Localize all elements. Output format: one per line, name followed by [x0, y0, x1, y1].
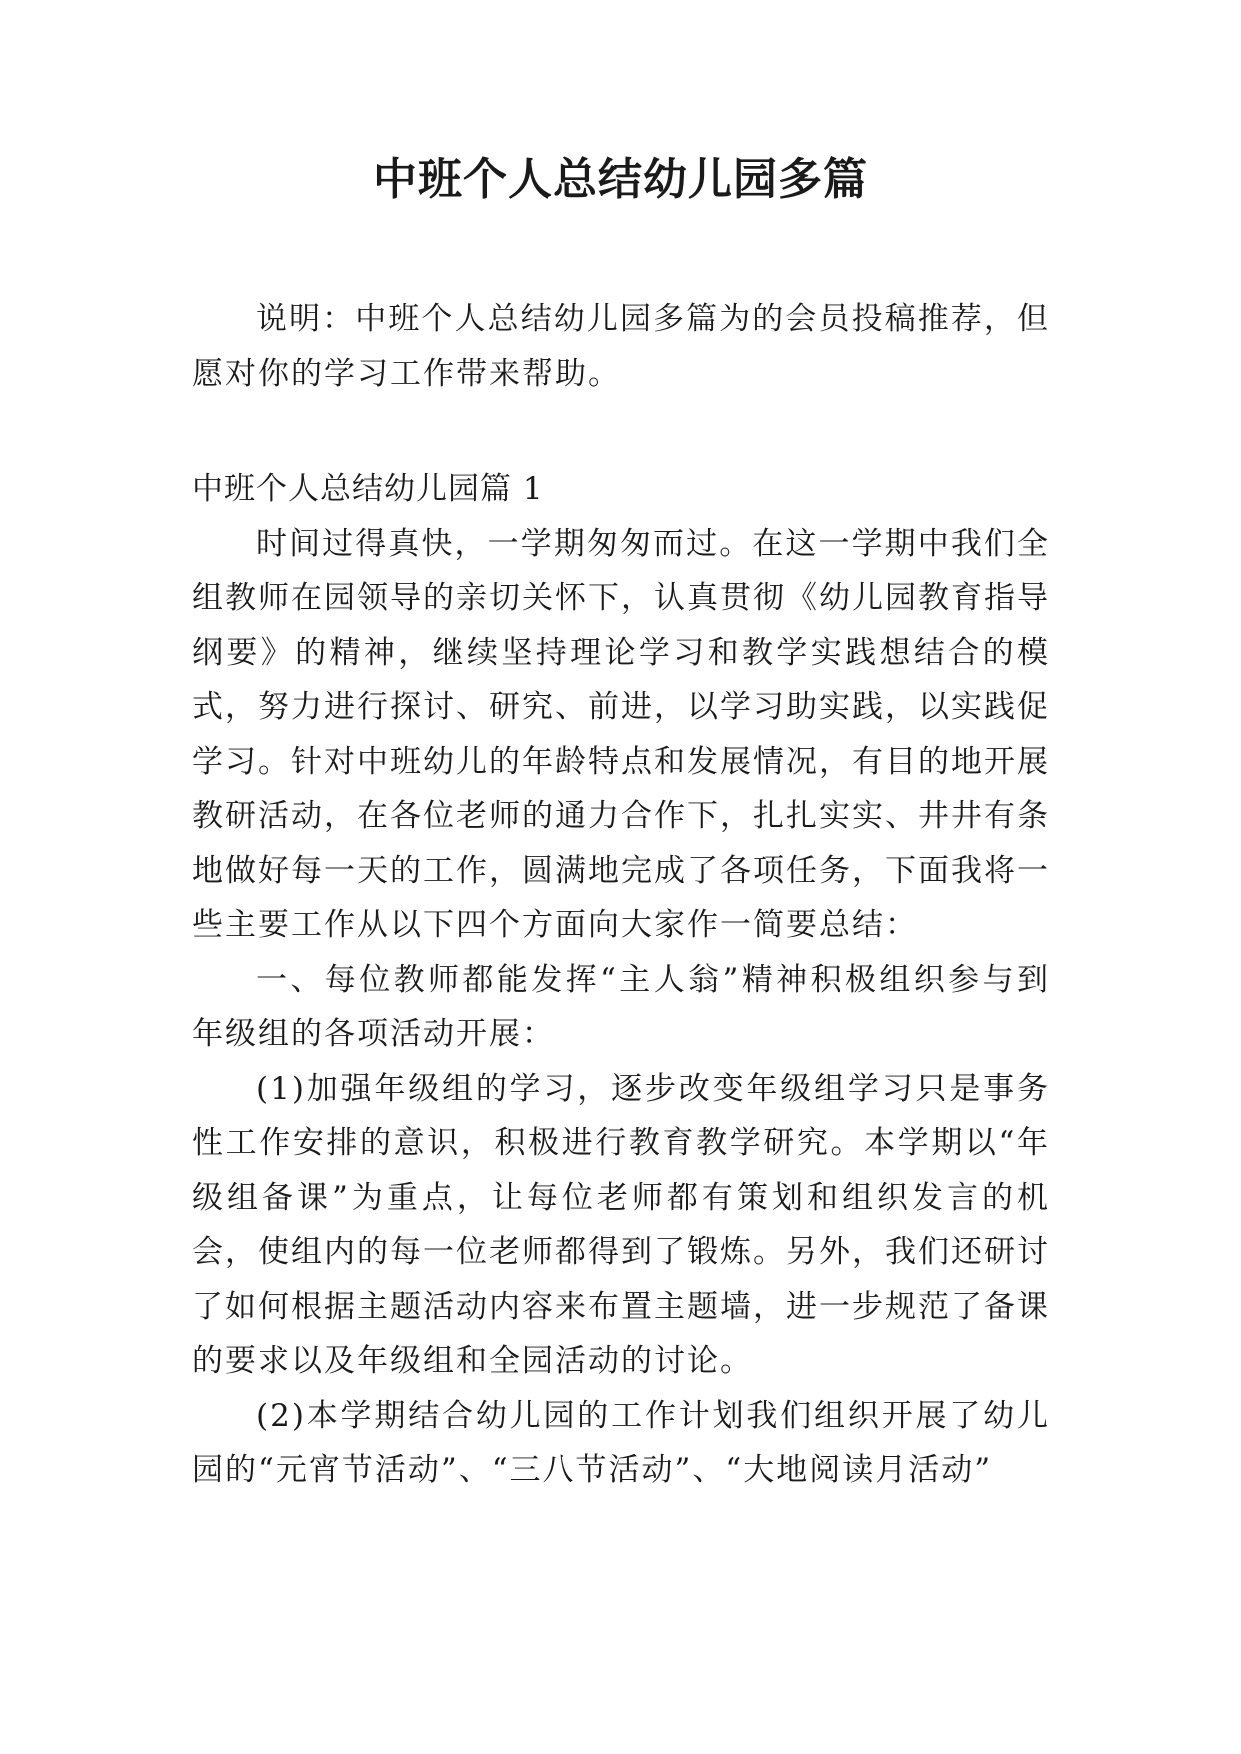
document-title: 中班个人总结幼儿园多篇: [373, 154, 868, 205]
article-body: [192, 462, 1050, 1498]
paragraph: 一、每位教师都能发挥“主人翁”精神积极组织参与到年级组的各项活动开展：: [192, 961, 1050, 1052]
section-heading: 中班个人总结幼儿园篇 1: [192, 471, 544, 507]
paragraph: 时间过得真快，一学期匆匆而过。在这一学期中我们全组教师在园领导的亲切关怀下，认真贯彻《幼儿园教育指导纲要》的精神，继续坚持理论学习和教学实践想结合的模式，努力进行探讨、研究、前进，以学习助实践，以实践促学习。针对中班幼儿的年龄特点和发展情况，有目的地开展教研活动，在各位老师的通力合作下，扎扎实实、井井有条地做好每一天的工作，圆满地完成了各项任务，下面我将一些主要工作从以下四个方面向大家作一简要总结：: [192, 525, 1050, 943]
document-note: 说明：中班个人总结幼儿园多篇为的会员投稿推荐，但愿对你的学习工作带来帮助。: [192, 301, 1050, 392]
paragraph: (1)加强年级组的学习，逐步改变年级组学习只是事务性工作安排的意识，积极进行教育教学研究。本学期以“年级组备课”为重点，让每位老师都有策划和组织发言的机会，使组内的每一位老师都得到了锻炼。另外，我们还研讨了如何根据主题活动内容来布置主题墙，进一步规范了备课的要求以及年级组和全园活动的讨论。: [192, 1070, 1050, 1379]
paragraph: (2)本学期结合幼儿园的工作计划我们组织开展了幼儿园的“元宵节活动”、“三八节活动”、“大地阅读月活动”: [192, 1397, 1050, 1488]
